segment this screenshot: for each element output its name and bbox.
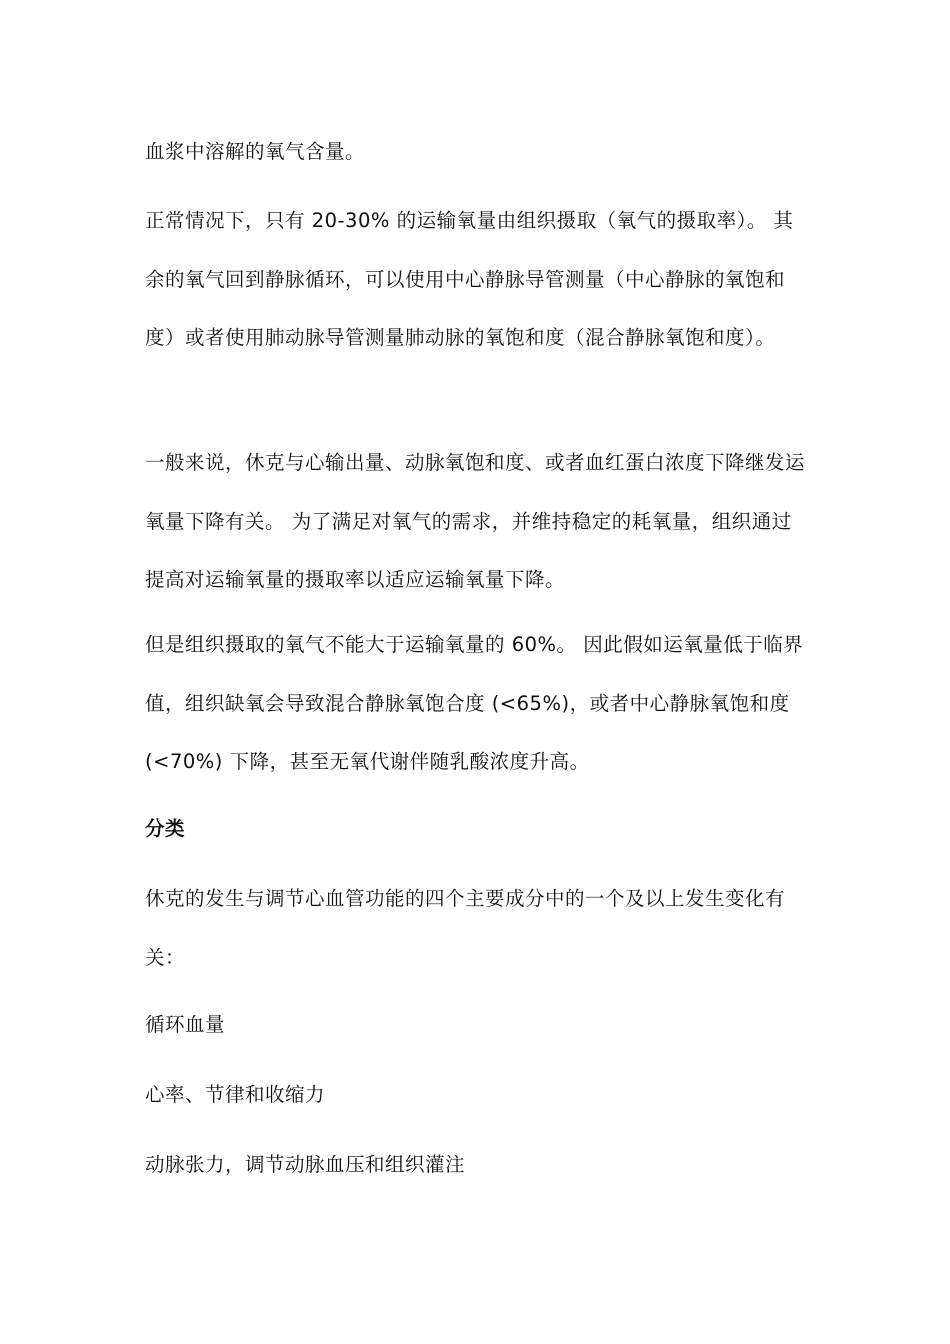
paragraph-dissolved-oxygen: 血浆中溶解的氧气含量。 xyxy=(145,140,366,163)
list-item: 心率、节律和收缩力 xyxy=(145,1083,326,1106)
paragraph-shock-oxygen-delivery: 一般来说，休克与心输出量、动脉氧饱和度、或者血红蛋白浓度下降继发运氧量下降有关。 为了满足对氧气的需求，并维持稳定的耗氧量，组织通过提高对运输氧量的摄取率以适应运输氧量下降。 xyxy=(145,451,806,591)
list-item: 循环血量 xyxy=(145,1013,226,1036)
list-item: 动脉张力，调节动脉血压和组织灌注 xyxy=(145,1153,466,1176)
paragraph-oxygen-extraction: 正常情况下，只有 20-30% 的运输氧量由组织摄取（氧气的摄取率）。 其余的氧气回到静脉循环，可以使用中心静脉导管测量（中心静脉的氧饱和度）或者使用肺动脉导管测量肺动脉的氧饱和度（混合静脉氧饱和度）。 xyxy=(145,209,794,349)
section-heading: 分类 xyxy=(145,817,186,840)
section-intro: 休克的发生与调节心血管功能的四个主要成分中的一个及以上发生变化有关： xyxy=(145,887,786,969)
paragraph-critical-threshold: 但是组织摄取的氧气不能大于运输氧量的 60%。 因此假如运氧量低于临界值，组织缺氧会导致混合静脉氧饱合度 (<65%)，或者中心静脉氧饱和度 (<70%) 下降，甚至无氧代谢伴随乳酸浓度升高。 xyxy=(145,633,804,773)
